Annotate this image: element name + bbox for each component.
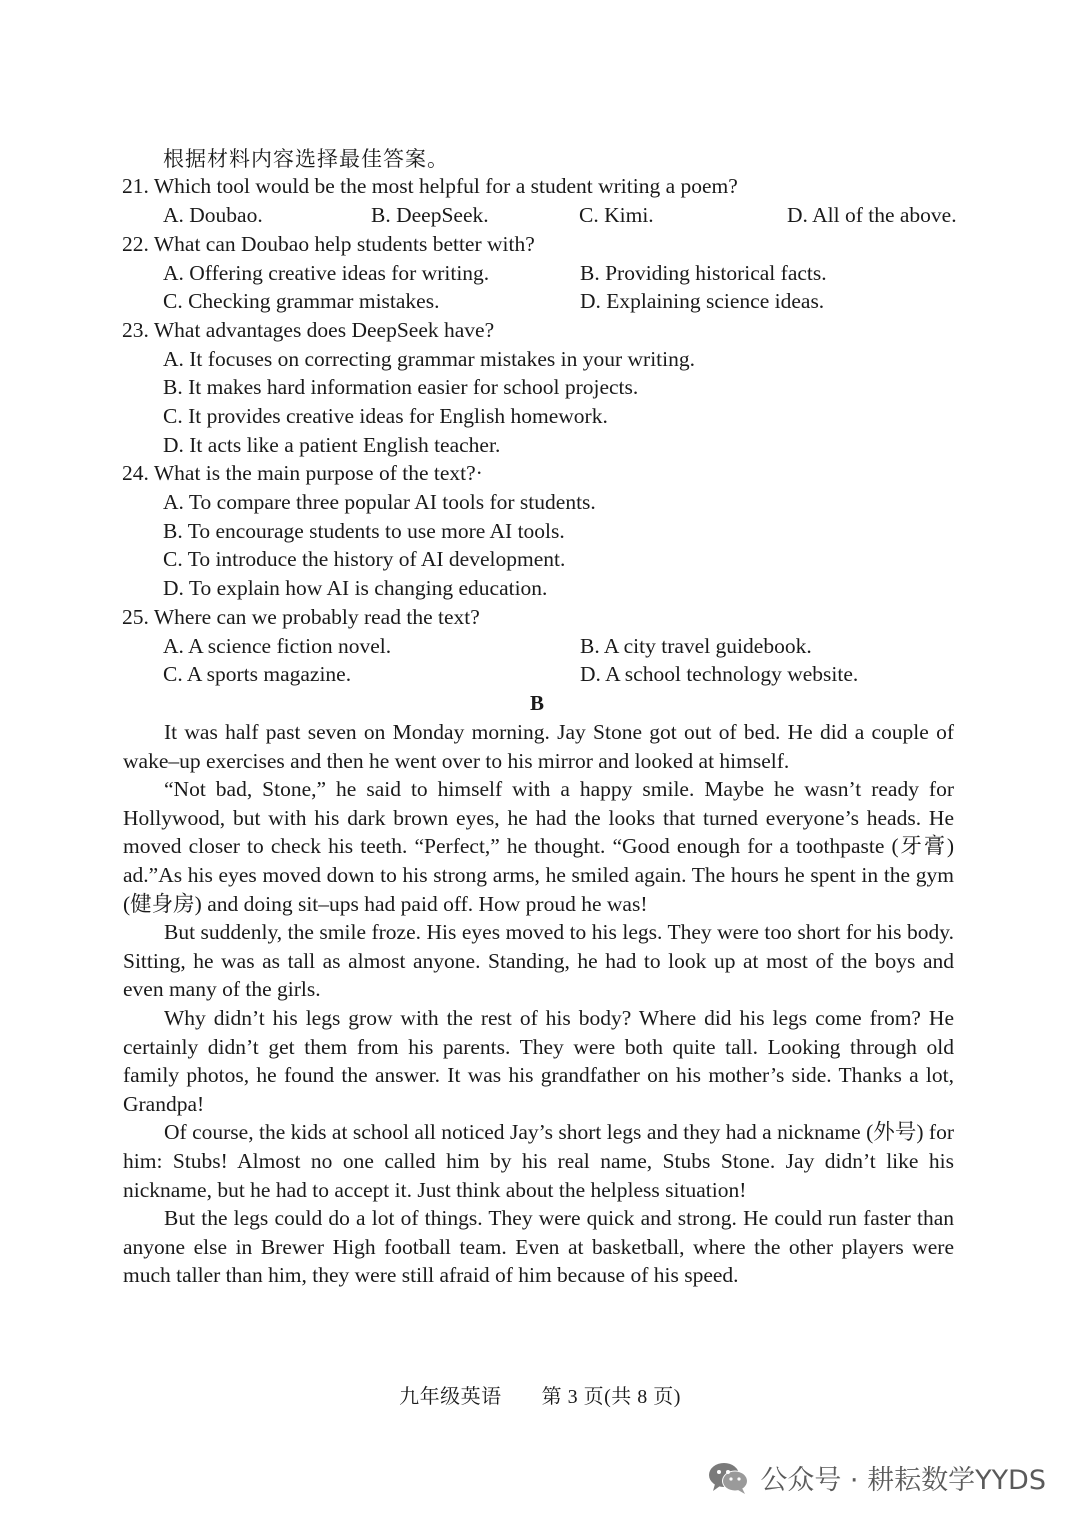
option-c: C. It provides creative ideas for English homework. <box>163 403 608 428</box>
option-b: B. A city travel guidebook. <box>580 633 812 658</box>
wechat-icon <box>708 1461 750 1495</box>
option-d: D. Explaining science ideas. <box>580 289 825 314</box>
footer-page-number: 第 3 页(共 8 页) <box>541 1386 681 1408</box>
passage-paragraph: But the legs could do a lot of things. They were quick and strong. He could run faster than anyone else in Brewer High football team. Even at basketball, where the other players were much taller than him, they were still afraid of him because of his speed. <box>123 1206 954 1288</box>
option-b: B. DeepSeek. <box>371 203 489 227</box>
question-25 <box>122 603 962 689</box>
option-c: C. To introduce the history of AI development. <box>163 547 566 572</box>
option-a: A. Doubao. <box>163 203 263 227</box>
question-24 <box>122 459 962 602</box>
option-d: D. It acts like a patient English teacher. <box>163 432 501 457</box>
option-a: A. Offering creative ideas for writing. <box>163 260 490 285</box>
option-a: A. It focuses on correcting grammar mistakes in your writing. <box>163 346 695 371</box>
footer-subject: 九年级英语 <box>399 1386 502 1408</box>
option-c: C. Checking grammar mistakes. <box>163 289 440 314</box>
question-stem: 24. What is the main purpose of the text?· <box>122 461 483 486</box>
question-23 <box>122 316 962 459</box>
option-row <box>122 259 962 288</box>
passage-paragraph: Of course, the kids at school all noticed Jay’s short legs and they had a nickname (外号) for him: Stubs! Almost no one called him by his real name, Stubs Stone. Jay didn’t like his nickname, but he had to accept it. Just think about the helpless situation! <box>123 1120 954 1202</box>
passage-paragraph: It was half past seven on Monday morning. Jay Stone got out of bed. He did a couple of wake–up exercises and then he went over to his mirror and looked at himself. <box>123 720 954 773</box>
section-heading <box>0 689 1080 717</box>
option-row <box>122 632 962 661</box>
question-stem: 25. Where can we probably read the text? <box>122 604 480 629</box>
option-b: B. To encourage students to use more AI tools. <box>163 518 565 543</box>
option-row <box>122 201 962 230</box>
option-b: B. It makes hard information easier for school projects. <box>163 375 639 400</box>
option-a: A. To compare three popular AI tools for students. <box>163 490 596 515</box>
option-d: D. A school technology website. <box>580 662 859 687</box>
watermark <box>708 1458 1046 1497</box>
option-d: D. All of the above. <box>787 203 957 227</box>
question-stem: 21. Which tool would be the most helpful for a student writing a poem? <box>122 174 738 198</box>
question-22 <box>122 230 962 316</box>
option-c: C. Kimi. <box>579 203 654 227</box>
option-d: D. To explain how AI is changing education. <box>163 575 548 600</box>
question-stem: 23. What advantages does DeepSeek have? <box>122 317 495 342</box>
question-21 <box>122 172 962 230</box>
instruction-text: 根据材料内容选择最佳答案。 <box>163 147 449 171</box>
passage-paragraph: “Not bad, Stone,” he said to himself with a happy smile. Maybe he wasn’t ready for Hollywood, but with his dark brown eyes, he had the looks that turned everyone’s heads. He moved closer to check his teeth. “Perfect,” he thought. “Good enough for a toothpaste (牙膏) ad.”As his eyes moved down to his strong arms, he smiled again. The hours he spent in the gym (健身房) and doing sit–ups had paid off. How proud he was! <box>123 777 954 916</box>
section-title: B <box>529 691 544 715</box>
page-footer <box>0 1380 1080 1409</box>
option-a: A. A science fiction novel. <box>163 633 392 658</box>
option-row <box>122 660 962 689</box>
option-c: C. A sports magazine. <box>163 662 352 687</box>
passage-paragraph: But suddenly, the smile froze. His eyes moved to his legs. They were too short for his body. Sitting, he was as tall as almost anyone. Standing, he had to look up at most of the boys and even many of the girls. <box>123 920 954 1002</box>
passage-paragraph: Why didn’t his legs grow with the rest of his body? Where did his legs come from? He certainly didn’t get them from his parents. They were both quite tall. Looking through old family photos, he found the answer. It was his grandfather on his mother’s side. Thanks a lot, Grandpa! <box>123 1005 954 1116</box>
question-list <box>122 172 962 689</box>
option-b: B. Providing historical facts. <box>580 260 827 285</box>
watermark-text: 公众号 · 耕耘数学YYDS <box>760 1465 1046 1496</box>
question-stem: 22. What can Doubao help students better with? <box>122 231 535 256</box>
option-row <box>122 287 962 316</box>
reading-passage <box>123 718 954 1290</box>
